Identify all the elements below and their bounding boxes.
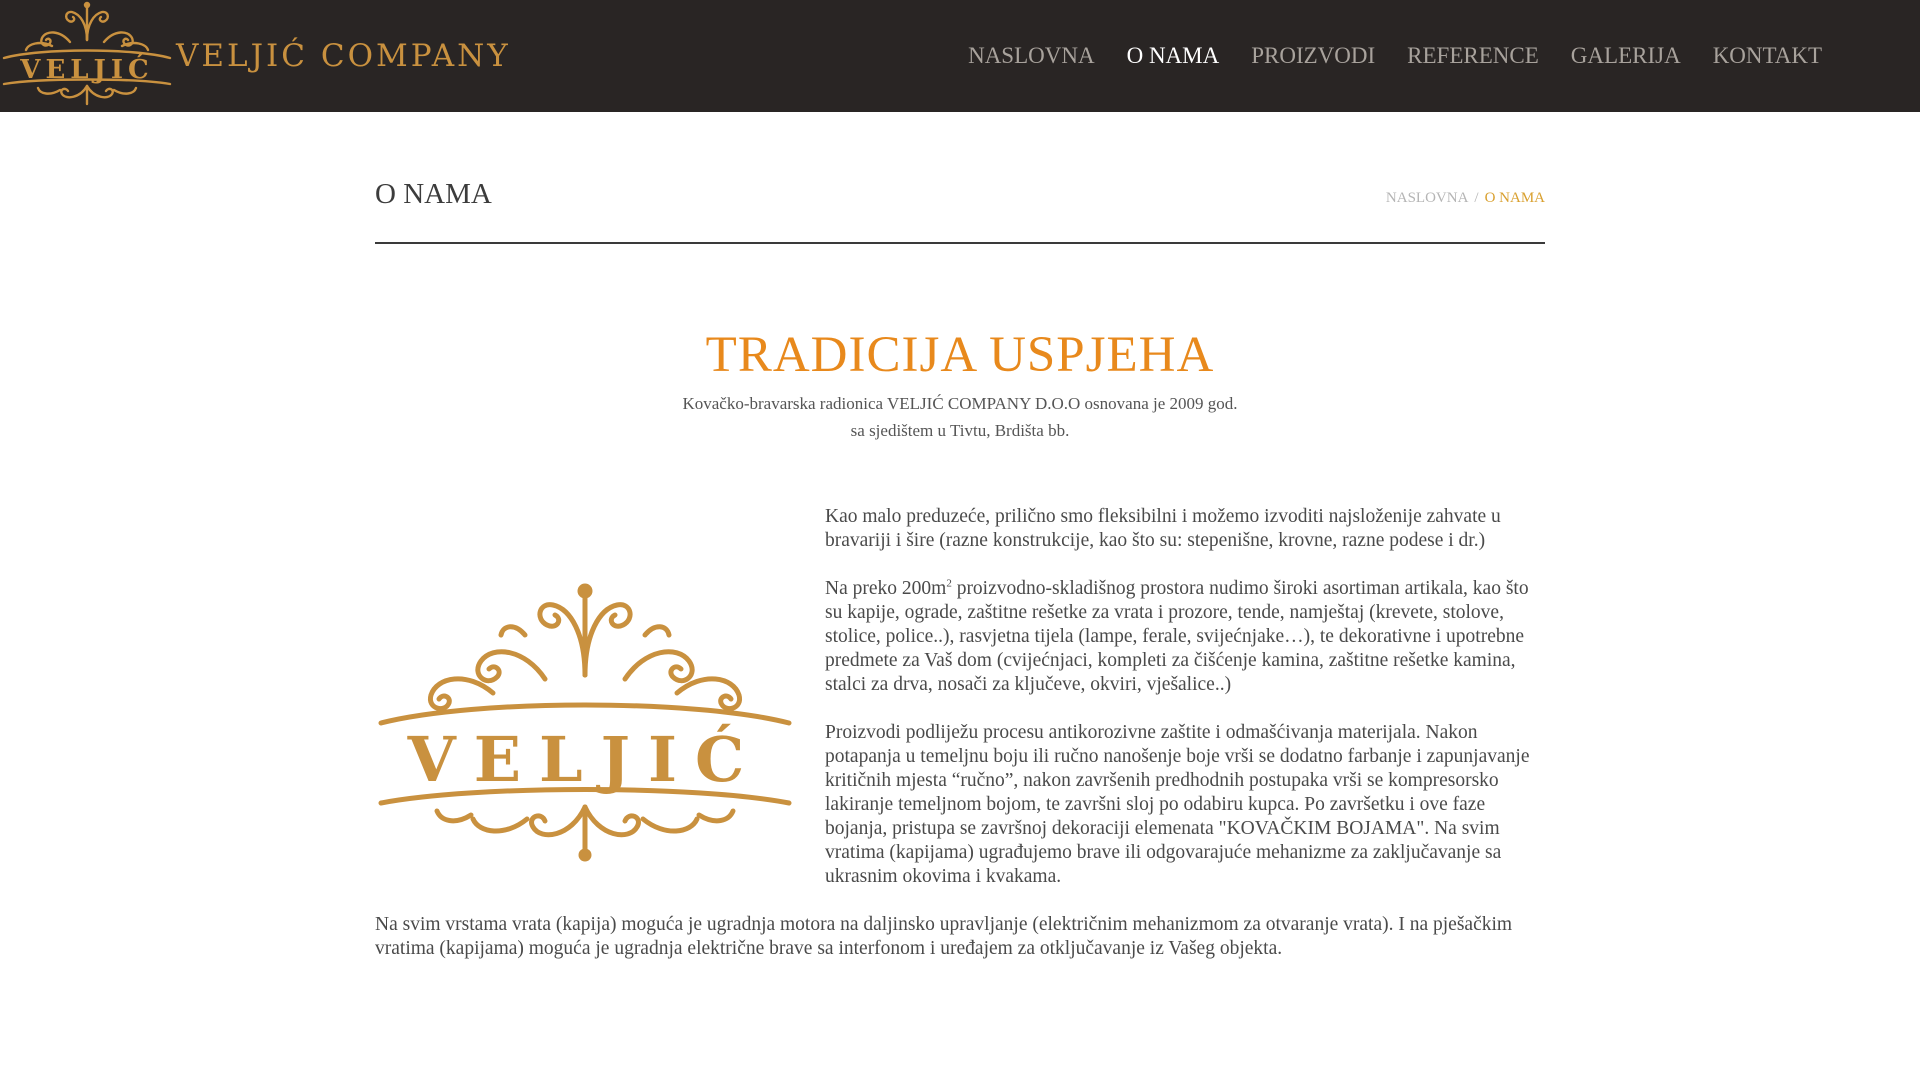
nav-item-galerija[interactable]: GALERIJA (1570, 43, 1681, 68)
hero-subtitle-line2: sa sjedištem u Tivtu, Brdišta bb. (850, 421, 1070, 440)
nav-item-reference[interactable]: REFERENCE (1407, 43, 1539, 68)
svg-text:VELJIĆ: VELJIĆ (20, 55, 154, 85)
breadcrumb-separator: / (1474, 190, 1479, 206)
nav-item-o-nama[interactable]: O NAMA (1126, 43, 1220, 68)
about-paragraph-3: Proizvodi podliježu procesu antikorozivne zaštite i odmašćivanja materijala. Nakon potapanja u temeljnu boju ili ručno nanošenje boje vrši se dodatno farbanje i zapunjavanje kritičnih mjesta “ručno”, nakon završenih predhodnih postupaka vrši se kompresorsko lakiranje temeljnom bojom, te završni sloj po odabiru kupca. Po završetku i ove faze bojanja, pristupa se završnoj dekoraciji elemenata "KOVAČKIM BOJAMA". Na svim vratima (kapijama) ugrađujemo brave ili odgovarajuće mehanizme za zaključavanje sa ukrasnim okovima i kvakama. (825, 722, 1530, 887)
about-paragraph-1: Kao malo preduzeće, prilično smo fleksibilni i možemo izvoditi najsloženije zahvate u bravariji i šire (razne konstrukcije, kao što su: stepenišne, krovne, razne podese i dr.) (825, 506, 1501, 551)
hero-subtitle (375, 390, 1545, 444)
breadcrumb-home-link[interactable]: NASLOVNA (1385, 190, 1469, 206)
hero-title: TRADICIJA USPJEHA (705, 327, 1215, 383)
about-paragraph-4: Na svim vrstama vrata (kapija) moguća je ugradnja motora na daljinsko upravljanje (električnim mehanizmom za otvaranje vrata). I na pješačkim vratima (kapijama) moguća je ugradnja električne brave sa interfonom i uređajem za otključavanje iz Vašeg objekta. (375, 914, 1513, 959)
nav-item-proizvodi[interactable]: PROIZVODI (1251, 43, 1376, 68)
about-paragraph-2: Na preko $200m^2$ proizvodno-skladišnog prostora nudimo široki asortiman artikala, kao što su kapije, ograde, zaštitne rešetke za vrata i prozore, tende, namještaj (krevete, stolove, stolice, police..), rasvjetna tijela (lampe, ferale, svijećnjake…), te dekorativne i upotrebne predmete za Vaš dom (cvijećnjaci, kompleti za čišćenje kamina, zaštitne rešetke kamina, stalci za drva, nosači za ključeve, okviri, vješalice..) (825, 577, 1529, 695)
page-heading-bar (375, 170, 1545, 244)
breadcrumb-current: O NAMA (1484, 190, 1545, 206)
nav-item-kontakt[interactable]: KONTAKT (1712, 43, 1822, 68)
page-title: O NAMA (375, 178, 492, 210)
hero-subtitle-line1: Kovačko-bravarska radionica VELJIĆ COMPANY D.O.O osnovana je 2009 god. (682, 394, 1238, 413)
main-nav (968, 0, 1822, 112)
nav-item-naslovna[interactable]: NASLOVNA (968, 43, 1095, 68)
company-logo-image (375, 575, 795, 865)
brand-name: VELJIĆ COMPANY (176, 38, 511, 74)
site-header (0, 0, 1920, 112)
brand-link[interactable] (0, 0, 511, 112)
svg-text:VELJIĆ: VELJIĆ (407, 723, 763, 796)
about-content (375, 505, 1545, 985)
veljic-logo-icon (0, 0, 174, 112)
veljic-crest-icon (375, 575, 795, 865)
breadcrumb (1386, 190, 1545, 207)
